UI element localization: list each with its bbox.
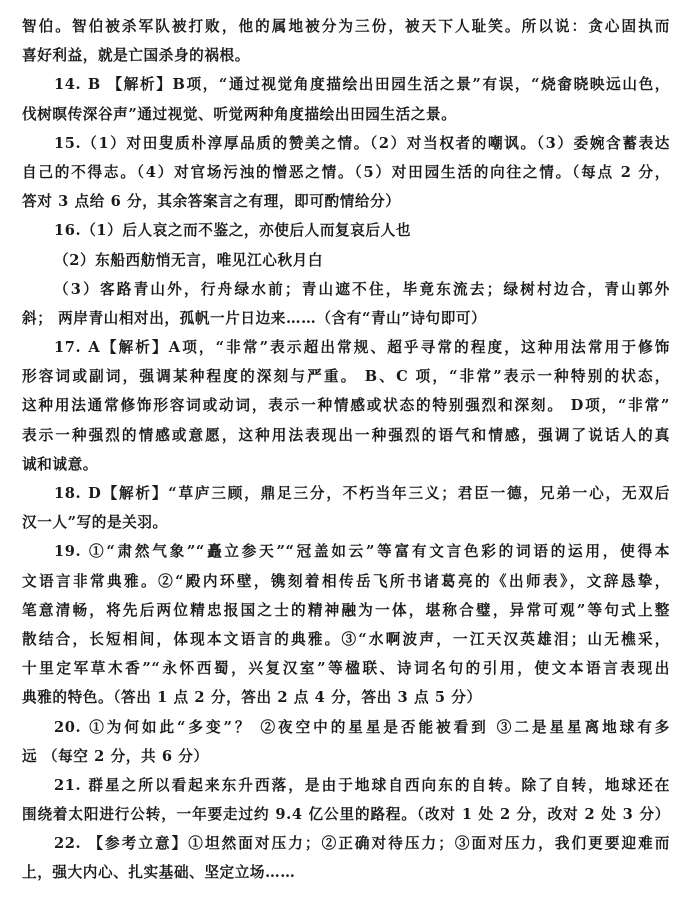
text-line: 远 （每空 2 分，共 6 分） xyxy=(22,747,209,765)
text-line: 喜好利益，就是亡国杀身的祸根。 xyxy=(22,47,250,65)
text-line: 答对 3 点给 6 分，其余答案言之有理，即可酌情给分） xyxy=(22,193,401,211)
text-line: 22. 【参考立意】①坦然面对压力；②正确对待压力；③面对压力，我们更要迎难而 xyxy=(54,835,670,853)
text-line: 诚和诚意。 xyxy=(22,455,98,473)
text-line: 17. A【解析】A项，“非常”表示超出常规、超乎寻常的程度，这种用法常用于修饰 xyxy=(54,339,670,357)
text-line: 斜； 两岸青山相对出，孤帆一片日边来……（含有“青山”诗句即可） xyxy=(22,309,487,327)
text-line: 智伯。智伯被杀军队被打败，他的属地被分为三份，被天下人耻笑。所以说：贪心固执而 xyxy=(22,18,670,35)
text-line: （3）客路青山外，行舟绿水前；青山遮不住，毕竟东流去；绿树村边合，青山郭外 xyxy=(54,280,670,298)
text-line: 汉一人”写的是关羽。 xyxy=(22,514,168,532)
document-body xyxy=(22,12,670,888)
text-line: 文语言非常典雅。②“殿内环壁，镌刻着相传岳飞所书诸葛亮的《出师表》，文辞恳挚， xyxy=(22,572,670,590)
text-line: 20. ①为何如此“多变”？ ②夜空中的星星是否能被看到 ③二是星星离地球有多 xyxy=(54,718,670,736)
text-line: 十里定军草木香”“永怀西蜀，兴复汉室”等楹联、诗词名句的引用，使文本语言表现出 xyxy=(22,660,670,678)
text-line: 自己的不得志。（4）对官场污浊的憎恶之情。（5）对田园生活的向往之情。（每点 2 分， xyxy=(22,163,670,181)
text-line: 上，强大内心、扎实基础、坚定立场…… xyxy=(22,864,296,882)
text-line: 表示一种强烈的情感或意愿，这种用法表现出一种强烈的语气和情感，强调了说话人的真 xyxy=(22,426,670,444)
text-line: 这种用法通常修饰形容词或动词，表示一种情感或状态的特别强烈和深刻。 D项，“非常” xyxy=(22,397,670,415)
text-line: 围绕着太阳进行公转，一年要走过约 9.4 亿公里的路程。（改对 1 处 2 分，改对 2 处 3 分） xyxy=(22,806,670,824)
text-line: 笔意清畅，将先后两位精忠报国之士的精神融为一体，堪称合璧，异常可观”等句式上整 xyxy=(22,601,670,619)
text-line: 形容词或副词，强调某种程度的深刻与严重。 B、C 项，“非常”表示一种特别的状态， xyxy=(22,368,670,386)
text-line: 16.（1）后人哀之而不鉴之，亦使后人而复哀后人也 xyxy=(54,222,412,240)
text-line: 19. ①“肃然气象”“矗立参天”“冠盖如云”等富有文言色彩的词语的运用，使得本 xyxy=(54,543,670,561)
text-line: 典雅的特色。（答出 1 点 2 分，答出 2 点 4 分，答出 3 点 5 分） xyxy=(22,689,482,707)
text-line: 14. B 【解析】B项，“通过视觉角度描绘出田园生活之景”有误，“烧畲晓映远山色， xyxy=(54,76,670,94)
text-line: 伐树暝传深谷声”通过视觉、听觉两种角度描绘出田园生活之景。 xyxy=(22,105,457,123)
text-line: 15.（1）对田叟质朴淳厚品质的赞美之情。（2）对当权者的嘲讽。（3）委婉含蓄表达 xyxy=(54,134,670,152)
text-line: （2）东船西舫悄无言，唯见江心秋月白 xyxy=(54,251,324,269)
text-line: 18. D【解析】“草庐三顾，鼎足三分，不朽当年三义；君臣一德，兄弟一心，无双后 xyxy=(54,485,670,502)
text-line: 21. 群星之所以看起来东升西落，是由于地球自西向东的自转。除了自转，地球还在 xyxy=(54,776,670,794)
text-line: 散结合，长短相间，体现本文语言的典雅。③“水啊波声，一江天汉英雄泪；山无樵采， xyxy=(22,630,670,648)
